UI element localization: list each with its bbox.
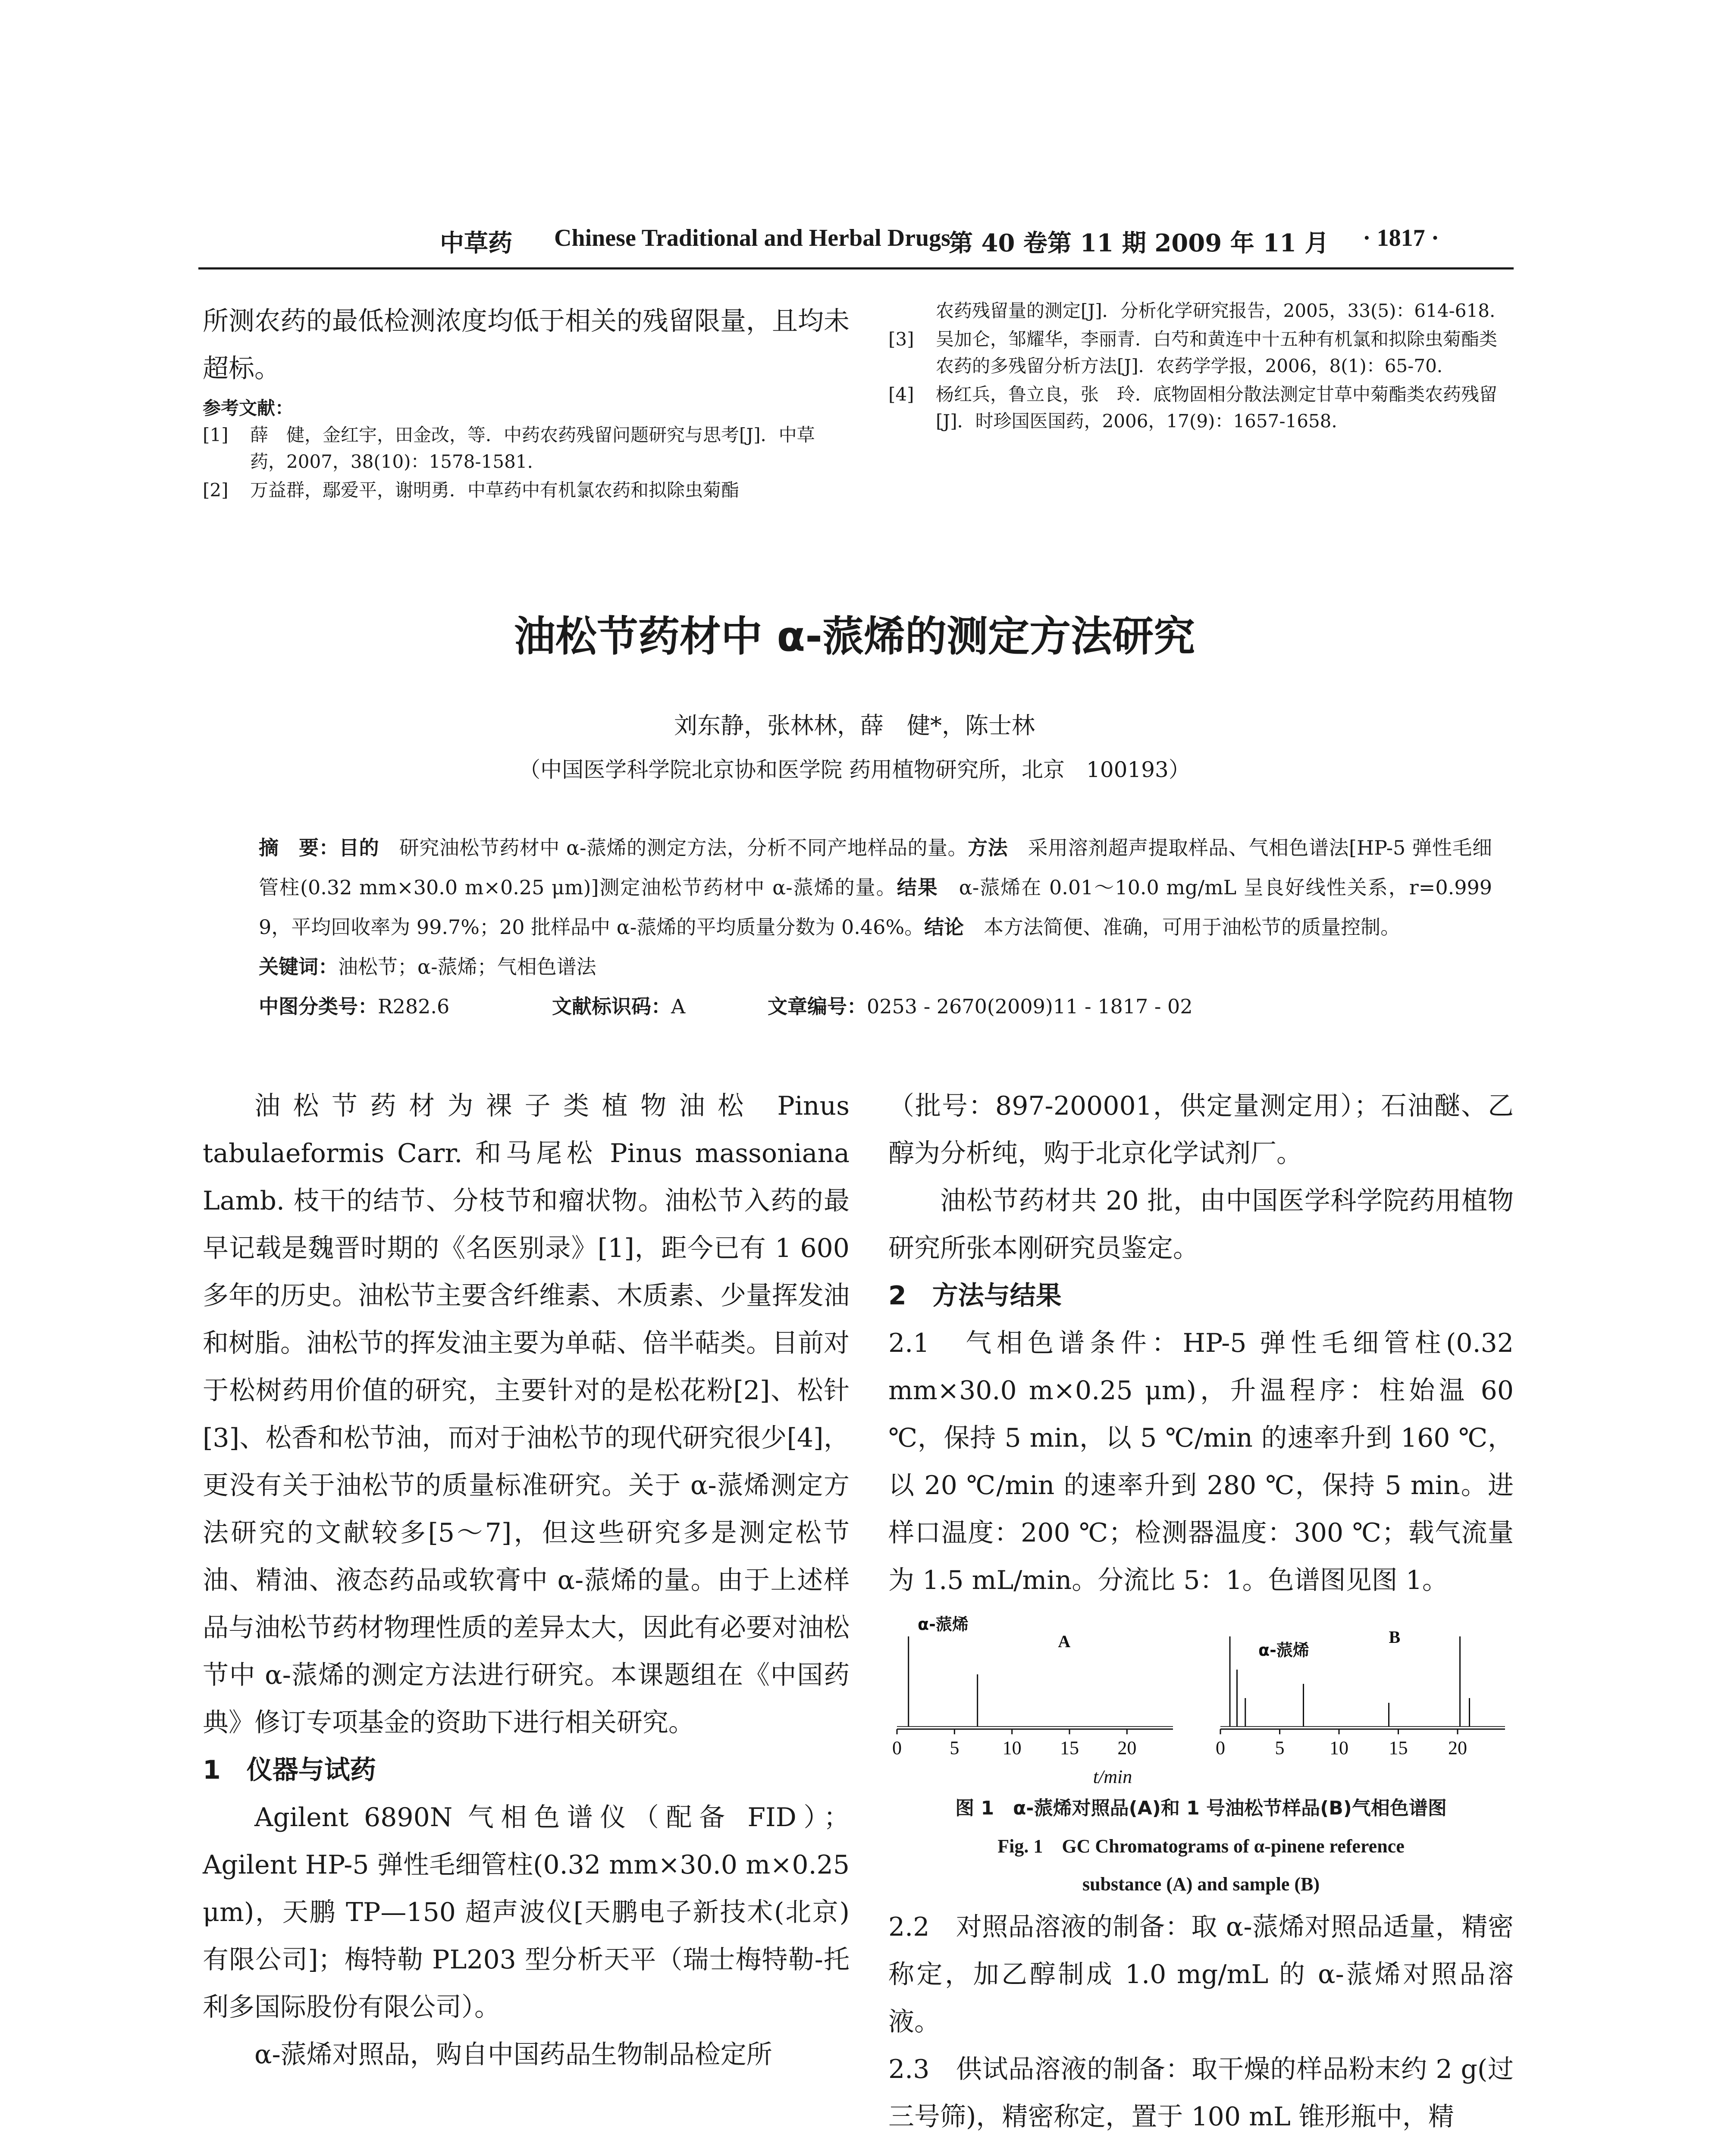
classification-value: R282.6 [378, 995, 450, 1018]
figure-caption-cn: 图 1 α-蒎烯对照品(A)和 1 号油松节样品(B)气相色谱图 [955, 1797, 1447, 1819]
x-tick-label: 10 [1002, 1737, 1022, 1758]
x-axis-label: t/min [1093, 1766, 1132, 1787]
x-tick-label: 15 [1060, 1737, 1079, 1758]
main-column-left [203, 1082, 850, 2078]
reference-list-right [888, 298, 1514, 436]
reference-list-left [203, 422, 850, 504]
x-tick-label: 20 [1448, 1737, 1467, 1758]
peak-label-alpha-pinene: α-蒎烯 [1258, 1641, 1309, 1660]
method-text: 采用溶剂超声提取样品、气相色谱法[HP-5 弹性毛细管柱(0.32 mm×30.0 m×0.25 μm)]测定油松节药材中 α-蒎烯的量。 [259, 836, 1493, 899]
intro-paragraph: 油松节药材为裸子类植物油松 Pinus tabulaeformis Carr. 和马尾松 Pinus massoniana Lamb. 枝干的结节、分枝节和瘤状物。油松节入药的最早记载是魏晋时期的《名医别录》[1]，距今已有 1 600 多年的历史。油松节主要含纤维素、木质素、少量挥发油和树脂。油松节的挥发油主要为单萜、倍半萜类。目前对于松树药用价值的研究，主要针对的是松花粉[2]、松针[3]、松香和松节油，而对于油松节的现代研究很少[4]，更没有关于油松节的质量标准研究。关于 α-蒎烯测定方法研究的文献较多[5～7]，但这些研究多是测定松节油、精油、液态药品或软膏中 α-蒎烯的量。由于上述样品与油松节药材物理性质的差异太大，因此有必要对油松节中 α-蒎烯的测定方法进行研究。本课题组在《中国药典》修订专项基金的资助下进行相关研究。 [203, 1091, 850, 1738]
chromatogram-figure [888, 1613, 1514, 1789]
figure-caption-en-2: substance (A) and sample (B) [1082, 1874, 1320, 1895]
x-tick-label: 15 [1389, 1737, 1408, 1758]
reference-item: 农药残留量的测定[J]．分析化学研究报告，2005，33(5)：614-618. [936, 300, 1496, 321]
article-no-value: 0253 - 2670(2009)11 - 1817 - 02 [867, 995, 1193, 1018]
peak-label-alpha-pinene: α-蒎烯 [918, 1615, 969, 1634]
running-header [0, 224, 1709, 259]
reference-solution-paragraph: 2.2 对照品溶液的制备：取 α-蒎烯对照品适量，精密称定，加乙醇制成 1.0 mg/mL 的 α-蒎烯对照品溶液。 [888, 1912, 1514, 2037]
instruments-paragraph: Agilent 6890N 气相色谱仪（配备 FID）；Agilent HP-5 弹性毛细管柱(0.32 mm×30.0 m×0.25 μm)，天鹏 TP—150 超声波仪[天鹏电子新技术(北京)有限公司]；梅特勒 PL203 型分析天平（瑞士梅特勒-托利多国际股份有限公司）。 [203, 1802, 850, 2022]
page-number: · 1817 · [1363, 225, 1439, 251]
conclusion-label: 结论 [924, 915, 964, 939]
section-2-heading: 2 方法与结果 [888, 1281, 1062, 1311]
main-column-right [888, 1082, 1514, 2140]
references-heading: 参考文献： [203, 398, 294, 419]
article-authors: 刘东静，张林林，薛 健*，陈士林 [674, 712, 1035, 739]
issue-info: 第 40 卷第 11 期 2009 年 11 月 [949, 229, 1329, 257]
conclusion-text: 本方法简便、准确，可用于油松节的质量控制。 [984, 915, 1401, 939]
x-tick-label: 0 [1216, 1737, 1225, 1758]
x-tick-label: 0 [892, 1737, 902, 1758]
journal-name-en: Chinese Traditional and Herbal Drugs [554, 225, 950, 251]
journal-name-cn: 中草药 [440, 229, 512, 257]
figure-1 [888, 1613, 1514, 1789]
reference-item: [4] 杨红兵，鲁立良，张 玲．底物固相分散法测定甘草中菊酯类农药残留[J]．时珍国医国药，2006，17(9)：1657-1658. [888, 384, 1498, 432]
objective-label: 目的 [339, 836, 379, 859]
materials-paragraph: 油松节药材共 20 批，由中国医学科学院药用植物研究所张本刚研究员鉴定。 [888, 1186, 1514, 1263]
result-text: α-蒎烯在 0.01～10.0 mg/mL 呈良好线性关系，r=0.999 9，平均回收率为 99.7%；20 批样品中 α-蒎烯的平均质量分数为 0.46%。 [259, 876, 1493, 939]
keywords-label: 关键词： [259, 955, 338, 978]
header-rule [198, 267, 1514, 270]
section-1-heading: 1 仪器与试药 [203, 1755, 376, 1785]
x-tick-label: 5 [950, 1737, 960, 1758]
reagents-continued: （批号：897-200001，供定量测定用）；石油醚、乙醇为分析纯，购于北京化学试剂厂。 [888, 1091, 1514, 1169]
x-tick-label: 20 [1117, 1737, 1137, 1758]
x-tick-label: 10 [1330, 1737, 1348, 1758]
result-label: 结果 [897, 876, 938, 899]
figure-caption-en-1: Fig. 1 GC Chromatograms of α-pinene reference [997, 1836, 1405, 1857]
article-title: 油松节药材中 α-蒎烯的测定方法研究 [514, 612, 1195, 661]
prev-article-left [203, 298, 850, 505]
gc-conditions-paragraph: 2.1 气相色谱条件：HP-5 弹性毛细管柱(0.32 mm×30.0 m×0.25 μm)，升温程序：柱始温 60 ℃，保持 5 min，以 5 ℃/min 的速率升到 160 ℃，以 20 ℃/min 的速率升到 280 ℃，保持 5 min。进样口温度：200 ℃；检测器温度：300 ℃；载气流量为 1.5 mL/min。分流比 5：1。色谱图见图 1。 [888, 1328, 1514, 1595]
prev-article-ending: 所测农药的最低检测浓度均低于相关的残留限量，且均未超标。 [203, 306, 850, 384]
doc-code-label: 文献标识码： [552, 995, 671, 1018]
objective-text: 研究油松节药材中 α-蒎烯的测定方法，分析不同产地样品的量。 [399, 836, 968, 859]
panel-label: A [1058, 1632, 1071, 1651]
method-label: 方法 [968, 836, 1008, 859]
panel-label: B [1389, 1627, 1401, 1647]
keywords-text: 油松节；α-蒎烯；气相色谱法 [338, 955, 596, 978]
sample-solution-paragraph: 2.3 供试品溶液的制备：取干燥的样品粉末约 2 g(过三号筛)，精密称定，置于 100 mL 锥形瓶中，精 [888, 2054, 1514, 2132]
x-tick-label: 5 [1275, 1737, 1285, 1758]
abstract-label: 摘 要： [259, 836, 339, 859]
reagents-paragraph: α-蒎烯对照品，购自中国药品生物制品检定所 [254, 2040, 772, 2070]
classification-label: 中图分类号： [259, 995, 378, 1018]
reference-item: [1] 薛 健，金红宇，田金改，等．中药农药残留问题研究与思考[J]．中草药，2007，38(10)：1578-1581. [203, 424, 815, 472]
article-no-label: 文章编号： [768, 995, 867, 1018]
reference-item: [3] 吴加仑，邹耀华，李丽青．白芍和黄连中十五种有机氯和拟除虫菊酯类农药的多残留分析方法[J]．农药学学报，2006，8(1)：65-70. [888, 329, 1498, 376]
reference-item: [2] 万益群，鄢爱平，谢明勇．中草药中有机氯农药和拟除虫菊酯 [203, 479, 740, 501]
abstract [259, 828, 1492, 1026]
article-affiliation: （中国医学科学院北京协和医学院 药用植物研究所，北京 100193） [519, 757, 1190, 782]
doc-code-value: A [671, 995, 686, 1018]
